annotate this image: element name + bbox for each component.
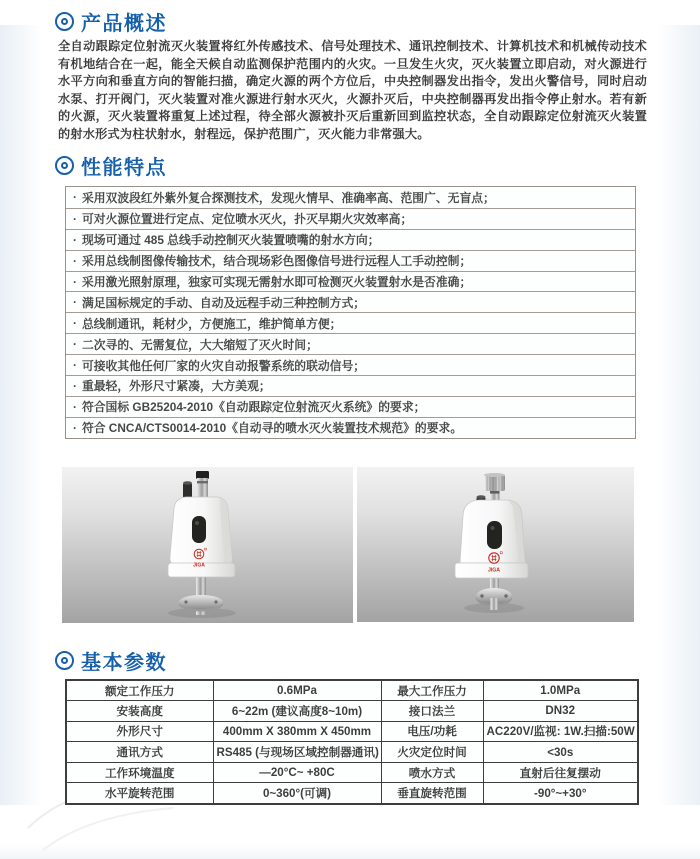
bullet-icon: ·	[73, 295, 77, 310]
feature-item-text: 采用激光照射原理，独家可实现无需射水即可检测灭火装置射水是否准确；	[81, 275, 472, 289]
feature-item	[66, 375, 635, 396]
table-row	[66, 701, 638, 722]
feature-item-text: 符合国标 GB25204-2010《自动跟踪定位射流灭火系统》的要求；	[81, 400, 426, 415]
page-edge-tint-right	[658, 25, 700, 805]
feature-item-text: 重最轻，外形尺寸紧凑，大方美观；	[81, 379, 271, 394]
param-label: 外形尺寸	[66, 721, 213, 742]
camera-lens-window	[487, 521, 502, 549]
feature-item	[66, 312, 635, 333]
brand-logo-text: JIGA	[193, 562, 205, 569]
feature-item	[66, 187, 635, 208]
table-row	[66, 783, 638, 804]
table-row	[66, 721, 638, 742]
params-table	[65, 679, 639, 805]
feature-item-text: 可接收其他任何厂家的火灾自动报警系统的联动信号；	[81, 358, 366, 373]
param-value: 400mm X 380mm X 450mm	[213, 721, 381, 742]
param-value: AC220V/监视: 1W.扫描:50W	[483, 721, 638, 742]
product-photo-side	[357, 467, 634, 622]
bullseye-icon	[55, 651, 74, 670]
bullet-icon: ·	[73, 337, 77, 352]
param-value: 0~360°(可调)	[213, 783, 381, 804]
section-title: 产品概述	[81, 13, 167, 35]
feature-item	[66, 291, 635, 312]
param-label: 喷水方式	[381, 762, 483, 783]
feature-item	[66, 417, 635, 438]
param-value: —20°C~ +80C	[213, 762, 381, 783]
feature-item-text: 可对火源位置进行定点、定位喷水灭火，扑灭早期火灾效率高；	[81, 212, 413, 227]
section-title: 性能特点	[81, 157, 167, 179]
bullet-icon: ·	[73, 211, 77, 226]
param-label: 接口法兰	[381, 701, 483, 722]
section-header-params	[55, 646, 167, 675]
feature-item-text: 总线制通讯，耗材少，方便施工，维护简单方便；	[81, 316, 342, 331]
param-label: 额定工作压力	[66, 680, 213, 701]
feature-item	[66, 354, 635, 375]
section-header-features	[55, 151, 167, 180]
feature-item-text: 采用双波段红外紫外复合探测技术，发现火情早、准确率高、范围广、无盲点；	[81, 190, 495, 205]
param-value: 1.0MPa	[483, 680, 638, 701]
param-label: 通讯方式	[66, 742, 213, 763]
feature-list	[65, 186, 636, 439]
param-label: 电压/功耗	[381, 721, 483, 742]
param-value: DN32	[483, 701, 638, 722]
table-row	[66, 762, 638, 783]
feature-item	[66, 333, 635, 354]
product-photo-front	[62, 467, 353, 623]
camera-lens-window	[192, 516, 206, 543]
bullet-icon: ·	[73, 420, 77, 435]
param-value: -90°~+30°	[483, 783, 638, 804]
bullet-icon: ·	[73, 190, 77, 205]
device-illustration-side	[357, 467, 634, 622]
brand-logo-text: JIGA	[487, 567, 501, 574]
param-label: 火灾定位时间	[381, 742, 483, 763]
param-label: 安装高度	[66, 701, 213, 722]
feature-item	[66, 396, 635, 417]
page-edge-tint-left	[0, 25, 42, 805]
bullseye-icon	[55, 156, 74, 175]
bullet-icon: ·	[73, 316, 77, 331]
device-illustration-front	[62, 467, 353, 623]
section-header-overview	[55, 7, 167, 36]
table-row	[66, 742, 638, 763]
bullet-icon: ·	[73, 358, 77, 373]
feature-item-text: 符合 CNCA/CTS0014-2010《自动寻的喷水灭火装置技术规范》的要求。	[81, 421, 463, 436]
param-value: 直射后往复摆动	[483, 762, 638, 783]
section-title: 基本参数	[81, 652, 167, 674]
feature-item	[66, 229, 635, 250]
param-value: RS485 (与现场区域控制器通讯)	[213, 742, 381, 763]
param-value: 0.6MPa	[213, 680, 381, 701]
bullet-icon: ·	[73, 253, 77, 268]
bullseye-icon	[55, 12, 74, 31]
table-row	[66, 680, 638, 701]
feature-item-text: 二次寻的、无需复位，大大缩短了灭火时间；	[81, 337, 318, 352]
feature-item	[66, 250, 635, 271]
param-value: 6~22m (建议高度8~10m)	[213, 701, 381, 722]
feature-item-text: 采用总线制图像传输技术，结合现场彩色图像信号进行远程人工手动控制；	[81, 254, 472, 269]
param-label: 工作环境温度	[66, 762, 213, 783]
bullet-icon: ·	[73, 399, 77, 414]
feature-item	[66, 271, 635, 292]
bullet-icon: ·	[73, 378, 77, 393]
feature-item	[66, 208, 635, 229]
bullet-icon: ·	[73, 274, 77, 289]
param-label: 最大工作压力	[381, 680, 483, 701]
feature-item-text: 满足国标规定的手动、自动及远程手动三种控制方式；	[81, 295, 366, 310]
param-label: 水平旋转范围	[66, 783, 213, 804]
overview-paragraph: 全自动跟踪定位射流灭火装置将红外传感技术、信号处理技术、通讯控制技术、计算机技术和机械传动技术有机地结合在一起，能全天候自动监测保护范围内的火灾。一旦发生火灾，灭火装置立即启动，对火源进行水平方向和垂直方向的智能扫描，确定火源的两个方位后，中央控制器发出指令，发出火警信号，同时启动水泵、打开阀门，灭火装置对准火源进行射水灭火，火源扑灭后，中央控制器再发出指令停止射水。若有新的火源，灭火装置将重复上述过程，待全部火源被扑灭后重新回到监控状态，全自动跟踪定位射流灭火装置的射水形式为柱状射水，射程远，保护范围广，灭火能力非常强大。	[58, 39, 647, 141]
feature-item-text: 现场可通过 485 总线手动控制灭火装置喷嘴的射水方向；	[81, 233, 380, 248]
param-label: 垂直旋转范围	[381, 783, 483, 804]
param-value: <30s	[483, 742, 638, 763]
bullet-icon: ·	[73, 232, 77, 247]
